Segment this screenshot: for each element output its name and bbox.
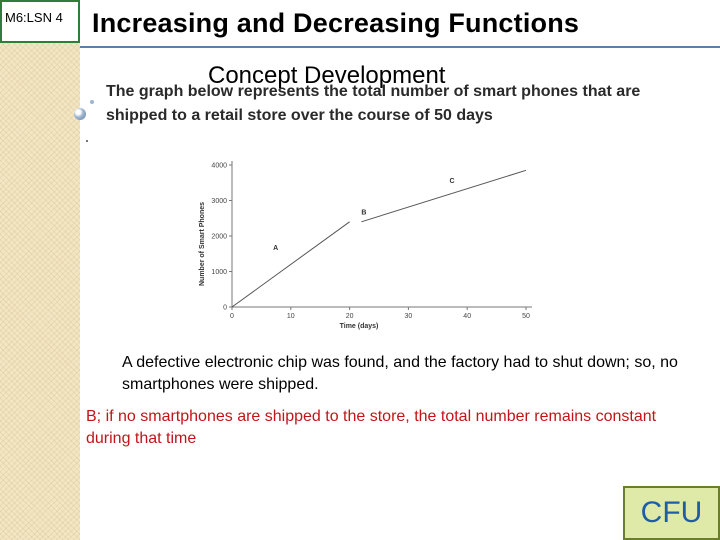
x-tick-label: 0: [230, 313, 234, 320]
x-tick-label: 40: [463, 313, 472, 320]
y-tick-label: 2000: [211, 233, 227, 241]
section-subtitle: Concept Development: [208, 62, 446, 89]
y-tick-label: 1000: [211, 269, 227, 276]
x-tick-label: 20: [345, 313, 354, 320]
segment-label-a: A: [273, 245, 279, 253]
explanation-text: B; if no smartphones are shipped to the store, the total number remains constant during that time: [86, 408, 657, 447]
x-tick-label: 50: [522, 313, 530, 320]
y-axis-label: Number of Smart Phones: [199, 201, 206, 287]
series-line: [361, 170, 526, 221]
segment-label-c: C: [449, 177, 455, 185]
decorative-sidebar: [0, 0, 80, 540]
bullet-icon: [74, 108, 86, 120]
title-divider: [80, 46, 720, 48]
bullet-dot-icon: [90, 100, 94, 104]
y-tick-label: 0: [223, 304, 227, 312]
smartphone-chart: [190, 150, 550, 335]
lesson-tag: M6:LSN 4: [0, 0, 80, 43]
series-line: [232, 222, 350, 307]
answer-statement: A defective electronic chip was found, and the factory had to shut down; so, no smartphones were shipped.: [122, 354, 678, 393]
x-axis-label: Time (days): [339, 323, 379, 330]
x-tick-label: 10: [286, 313, 295, 320]
cfu-badge[interactable]: CFU: [623, 486, 720, 540]
y-tick-label: 4000: [211, 162, 227, 170]
intro-text: The graph below represents the total number of smart phones that are shipped to a retail store over the course of 50 days: [106, 83, 641, 124]
x-tick-label: 30: [404, 313, 413, 320]
small-dot-icon: [86, 140, 88, 142]
page-title: Increasing and Decreasing Functions: [92, 8, 580, 38]
y-tick-label: 3000: [211, 198, 227, 205]
segment-label-b: B: [361, 209, 367, 217]
